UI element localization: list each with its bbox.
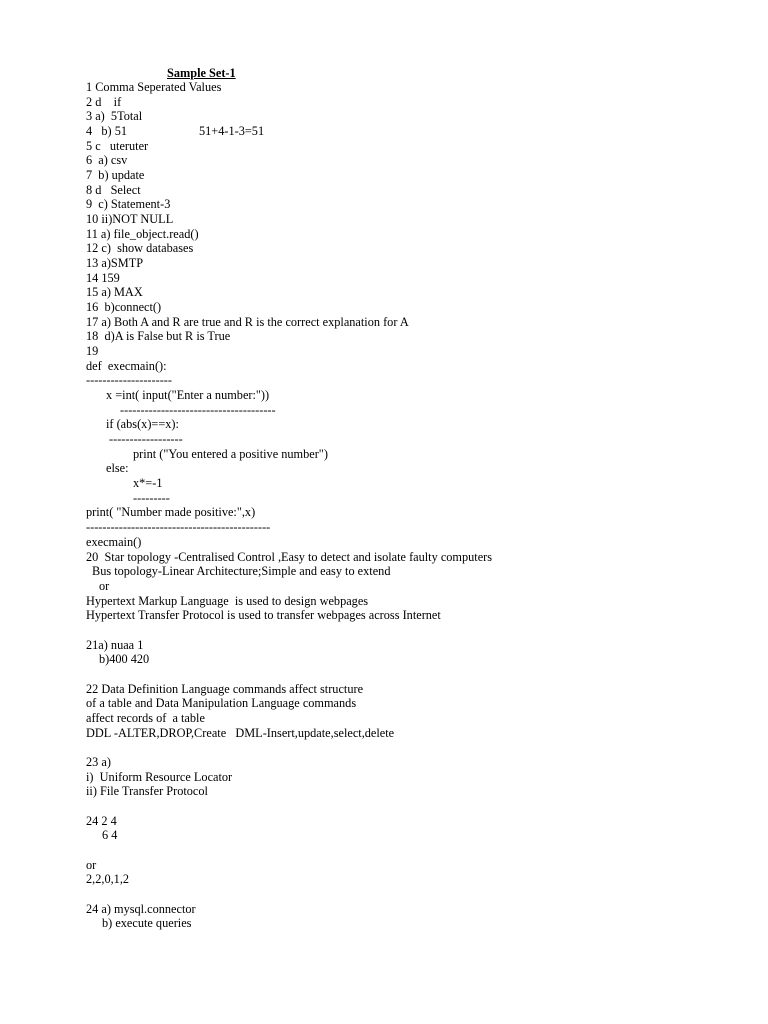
answer-line: b)400 420 xyxy=(99,652,150,667)
code-line: else: xyxy=(106,461,129,476)
code-blank: --------- xyxy=(133,490,170,505)
document-title: Sample Set-1 xyxy=(167,66,236,80)
answer-line: 17 a) Both A and R are true and R is the correct explanation for A xyxy=(86,314,409,329)
code-line: x*=-1 xyxy=(133,476,163,491)
code-line: def execmain(): xyxy=(86,358,167,373)
answer-line: 7 b) update xyxy=(86,168,145,183)
answer-line: 6 4 xyxy=(102,828,118,843)
spacer xyxy=(86,799,492,814)
answer-line: 1 Comma Seperated Values xyxy=(86,80,222,94)
code-blank: --------------------- xyxy=(86,373,172,388)
answer-line: or xyxy=(86,857,97,872)
answer-line: 5 c uteruter xyxy=(86,138,149,153)
answer-line: 24 a) mysql.connector xyxy=(86,901,196,916)
code-blank: ------------------ xyxy=(109,432,183,447)
answer-line: 10 ii)NOT NULL xyxy=(86,212,174,227)
answer-line: affect records of a table xyxy=(86,710,205,725)
spacer xyxy=(86,887,492,902)
answer-line: 19 xyxy=(86,344,99,359)
answer-line: ii) File Transfer Protocol xyxy=(86,784,208,799)
code-line: x =int( input("Enter a number:")) xyxy=(106,388,270,403)
answer-line: 12 c) show databases xyxy=(86,241,194,256)
spacer xyxy=(86,667,492,682)
code-line: if (abs(x)==x): xyxy=(106,417,179,432)
code-blank: --------------------------------------------- xyxy=(86,520,271,535)
answer-line: 6 a) csv xyxy=(86,153,128,168)
code-line: print( "Number made positive:",x) xyxy=(86,505,256,520)
answer-line-4 xyxy=(86,124,492,139)
answer-4-working: 51+4-1-3=51 xyxy=(199,124,265,139)
code-line: print ("You entered a positive number") xyxy=(133,446,328,461)
code-blank: -------------------------------------- xyxy=(120,402,276,417)
spacer xyxy=(86,623,492,638)
spacer xyxy=(86,740,492,755)
answer-line: of a table and Data Manipulation Language commands xyxy=(86,696,357,711)
answer-line: b) execute queries xyxy=(102,916,192,931)
answer-line: 22 Data Definition Language commands affect structure xyxy=(86,681,364,696)
answer-line: Hypertext Transfer Protocol is used to transfer webpages across Internet xyxy=(86,608,441,623)
answer-line: 23 a) xyxy=(86,754,111,769)
answer-line: 2,2,0,1,2 xyxy=(86,872,130,887)
answer-line: 3 a) 5Total xyxy=(86,109,143,124)
answer-line: 2 d if xyxy=(86,94,122,109)
answer-line: Hypertext Markup Language is used to design webpages xyxy=(86,593,369,608)
answer-line: 15 a) MAX xyxy=(86,285,143,300)
answer-4: 4 b) 51 xyxy=(86,124,127,139)
answer-line: Bus topology-Linear Architecture;Simple and easy to extend xyxy=(92,564,391,579)
answer-line: 20 Star topology -Centralised Control ,Easy to detect and isolate faulty computers xyxy=(86,549,493,564)
answer-line: 8 d Select xyxy=(86,182,141,197)
answer-line: 21a) nuaa 1 xyxy=(86,637,144,652)
answer-line: 14 159 xyxy=(86,270,120,285)
answer-line: 9 c) Statement-3 xyxy=(86,197,171,212)
spacer xyxy=(86,843,492,858)
answer-line: DDL -ALTER,DROP,Create DML-Insert,update,select,delete xyxy=(86,725,395,740)
answer-line: 16 b)connect() xyxy=(86,300,162,315)
answer-line: 13 a)SMTP xyxy=(86,256,144,271)
code-line: execmain() xyxy=(86,534,142,549)
answer-line: 18 d)A is False but R is True xyxy=(86,329,231,344)
answer-line: 11 a) file_object.read() xyxy=(86,226,199,241)
answer-line: or xyxy=(99,578,110,593)
answer-line: 24 2 4 xyxy=(86,813,117,828)
answer-line: i) Uniform Resource Locator xyxy=(86,769,233,784)
answer-lines xyxy=(86,80,492,931)
